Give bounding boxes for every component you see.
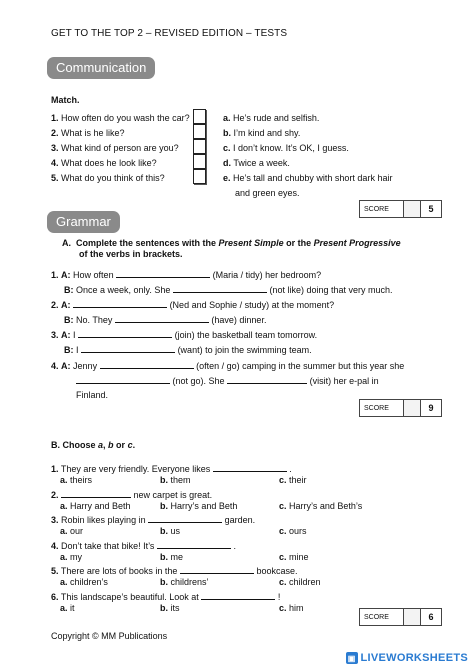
answer-option[interactable]: b. them: [160, 475, 191, 485]
answer-option[interactable]: c. him: [279, 602, 304, 613]
copyright: Copyright © MM Publications: [51, 631, 168, 641]
watermark: [346, 650, 469, 666]
list-item: 5. There are lots of books in the bookcase.: [51, 566, 298, 576]
blank-input[interactable]: [76, 375, 170, 384]
list-item: 4. What does he look like?: [51, 158, 157, 168]
gap-sentence-2a: 2. A: (Ned and Sophie / study) at the moment?: [51, 300, 335, 310]
gap-sentence-3b: B: I (want) to join the swimming team.: [64, 345, 312, 355]
list-item: b. I’m kind and shy.: [223, 128, 301, 138]
score-points: 9: [428, 403, 434, 413]
blank-input[interactable]: [213, 463, 287, 472]
score-points: 6: [428, 612, 434, 622]
blank-input[interactable]: [115, 314, 209, 323]
answer-option[interactable]: b. me: [160, 551, 184, 562]
score-points: 5: [428, 204, 434, 214]
blank-input[interactable]: [78, 329, 172, 338]
list-item: e. He’s tall and chubby with short dark hair: [223, 173, 393, 183]
list-item: a. He’s rude and selfish.: [223, 113, 320, 123]
section-title-grammar: Grammar: [47, 211, 120, 233]
gap-sentence-4b: (not go). She (visit) her e-pal in: [76, 375, 379, 387]
blank-input[interactable]: [100, 360, 194, 369]
part-a-instruction-line2: of the verbs in brackets.: [79, 249, 183, 259]
list-item: 1. They are very friendly. Everyone likes .: [51, 464, 292, 474]
blank-input[interactable]: [73, 299, 167, 308]
match-answer-box-2[interactable]: [193, 124, 206, 139]
blank-input[interactable]: [173, 284, 267, 293]
gap-sentence-1a: 1. A: How often (Maria / tidy) her bedroom?: [51, 270, 322, 280]
list-item: 6. This landscape’s beautiful. Look at !: [51, 591, 281, 602]
section-title-communication: Communication: [47, 57, 155, 79]
score-input[interactable]: [404, 609, 421, 625]
list-item: 2. new carpet is great.: [51, 489, 213, 500]
part-b-instruction: B. Choose a, b or c.: [51, 440, 136, 450]
score-label: SCORE: [360, 201, 404, 217]
score-input[interactable]: [404, 400, 421, 416]
list-item: 5. What do you think of this?: [51, 173, 165, 183]
answer-option[interactable]: c. their: [279, 475, 307, 485]
score-box-part-a: [359, 399, 442, 417]
match-answer-box-5[interactable]: [193, 169, 206, 184]
list-item: c. I don’t know. It’s OK, I guess.: [223, 143, 349, 153]
blank-input[interactable]: [81, 344, 175, 353]
answer-option[interactable]: b. childrens’: [160, 577, 209, 587]
answer-option[interactable]: c. ours: [279, 526, 307, 536]
score-box-communication: [359, 200, 442, 218]
part-a-instruction: A. Complete the sentences with the Present Simple or the Present Progressive: [62, 238, 401, 248]
answer-option[interactable]: c. Harry’s and Beth’s: [279, 500, 363, 511]
answer-option[interactable]: a. our: [60, 526, 84, 536]
gap-sentence-4c: Finland.: [76, 390, 109, 400]
gap-sentence-2b: B: No. They (have) dinner.: [64, 315, 267, 325]
list-item: 2. What is he like?: [51, 128, 125, 138]
match-instruction: Match.: [51, 95, 80, 105]
gap-sentence-1b: B: Once a week, only. She (not like) doing that very much.: [64, 285, 393, 295]
blank-input[interactable]: [157, 540, 231, 549]
match-answer-box-1[interactable]: [193, 109, 206, 124]
answer-option[interactable]: b. its: [160, 602, 180, 613]
answer-option[interactable]: c. mine: [279, 551, 309, 562]
blank-input[interactable]: [180, 565, 254, 574]
answer-option[interactable]: a. my: [60, 551, 83, 562]
watermark-text: LIVEWORKSHEETS: [360, 652, 468, 664]
blank-input[interactable]: [148, 514, 222, 523]
list-item: and green eyes.: [235, 188, 300, 198]
answer-option[interactable]: a. Harry and Beth: [60, 500, 131, 511]
page-header: GET TO THE TOP 2 – REVISED EDITION – TESTS: [51, 28, 288, 39]
gap-sentence-3a: 3. A: I (join) the basketball team tomorrow.: [51, 330, 318, 340]
list-item: 1. How often do you wash the car?: [51, 113, 190, 123]
liveworksheets-logo-icon: ▣: [346, 652, 358, 664]
list-item: 4. Don’t take that bike! It’s .: [51, 540, 236, 551]
answer-option[interactable]: b. Harry’s and Beth: [160, 500, 238, 511]
blank-input[interactable]: [116, 269, 210, 278]
match-answer-box-3[interactable]: [193, 139, 206, 154]
score-label: SCORE: [360, 400, 404, 416]
score-box-part-b: [359, 608, 442, 626]
answer-option[interactable]: c. children: [279, 577, 321, 587]
blank-input[interactable]: [61, 489, 131, 498]
score-label: SCORE: [360, 609, 404, 625]
score-input[interactable]: [404, 201, 421, 217]
blank-input[interactable]: [227, 375, 307, 384]
list-item: 3. What kind of person are you?: [51, 143, 179, 153]
answer-option[interactable]: b. us: [160, 526, 181, 536]
gap-sentence-4a: 4. A: Jenny (often / go) camping in the summer but this year she: [51, 361, 405, 371]
list-item: 3. Robin likes playing in garden.: [51, 515, 256, 525]
match-answer-box-4[interactable]: [193, 154, 206, 169]
answer-option[interactable]: a. children’s: [60, 577, 108, 587]
answer-option[interactable]: a. it: [60, 602, 75, 613]
list-item: d. Twice a week.: [223, 158, 290, 168]
answer-option[interactable]: a. theirs: [60, 475, 93, 485]
blank-input[interactable]: [201, 591, 275, 600]
